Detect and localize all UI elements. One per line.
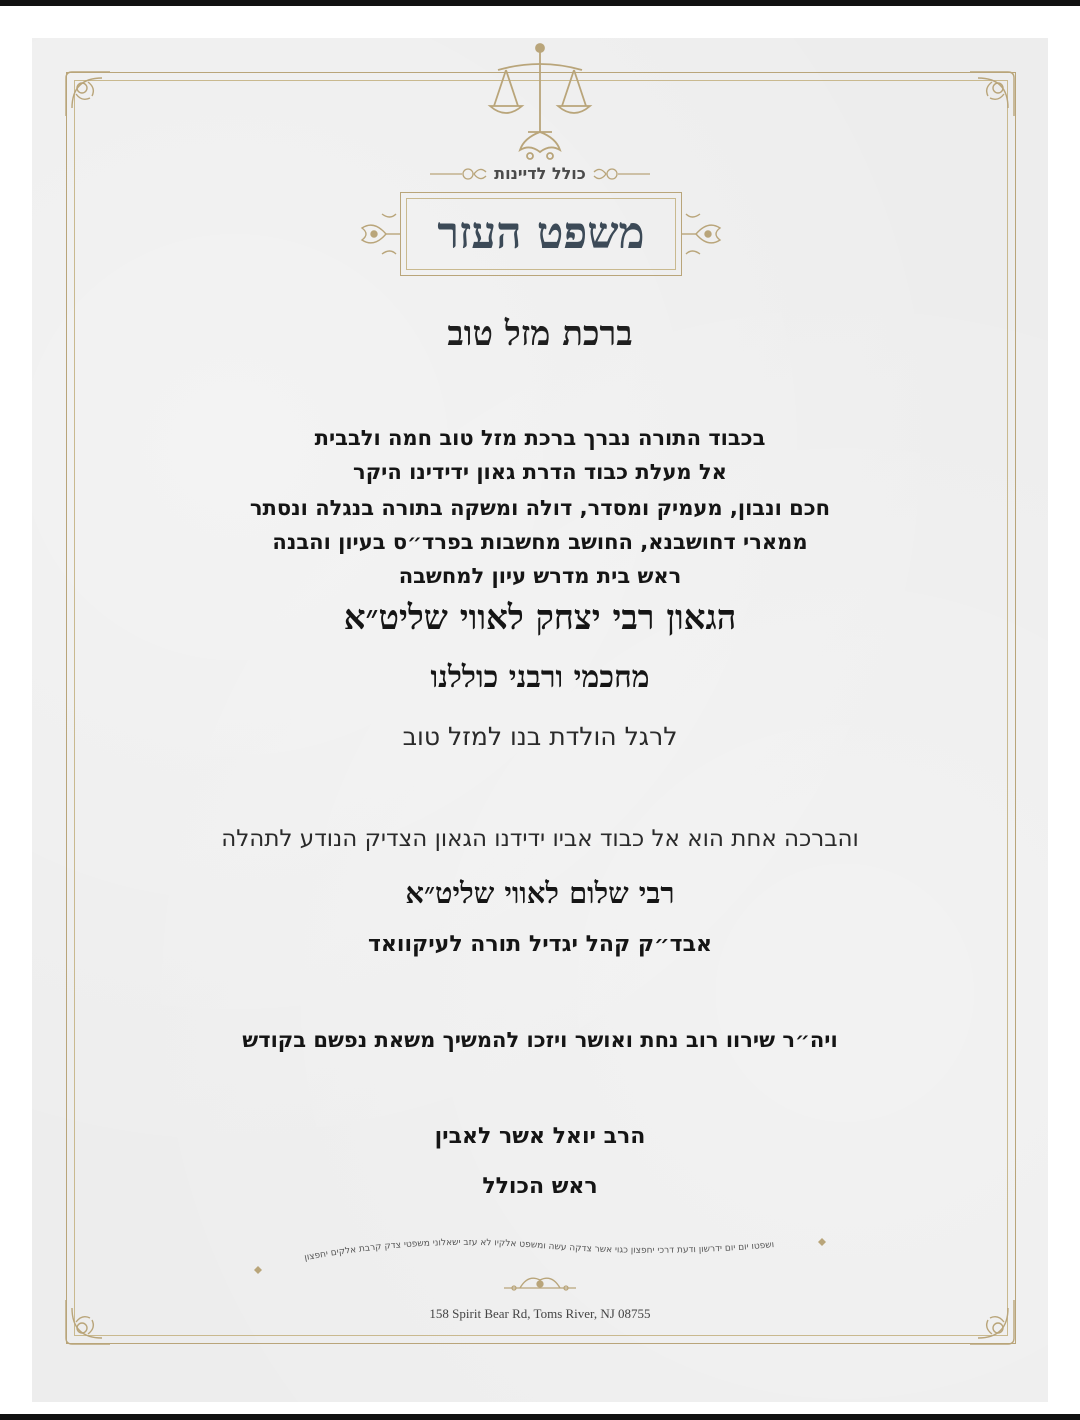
occasion-line: לרגל הולדת בנו למזל טוב <box>402 722 678 751</box>
body-line: אל מעלת כבוד הדרת גאון ידידינו היקר <box>353 460 727 484</box>
scroll-ornament-icon <box>592 164 652 184</box>
kollel-label: כולל לדיינות <box>494 164 586 183</box>
title-ornament-icon <box>682 206 726 262</box>
corner-flourish-icon <box>966 1296 1018 1348</box>
signatory-title: ראש הכולל <box>482 1174 598 1199</box>
title-ornament-icon <box>356 206 400 262</box>
scales-of-justice-icon <box>484 40 596 164</box>
bottom-ornament-icon <box>500 1270 580 1296</box>
father-title: אבד״ק קהל יגדיל תורה לעיקוואד <box>367 932 713 957</box>
screen-bottom-edge <box>0 1414 1080 1420</box>
address: 158 Spirit Bear Rd, Toms River, NJ 08755 <box>429 1306 651 1321</box>
body-line: ממארי דחושבנא, החושב מחשבות בפרד״ס בעיון והבנה <box>272 530 808 554</box>
footer-verse <box>250 1218 830 1310</box>
closing-wish: ויה״ר שירוו רוב נחת ואושר ויזכו להמשיך משאת נפשם בקודש <box>242 1028 838 1052</box>
body-line: חכם ונבון, מעמיק ומסדר, דולה ומשקה בתורה בנגלה ונסתר <box>249 496 831 520</box>
corner-flourish-icon <box>62 68 114 120</box>
honoree-name: הגאון רבי יצחק לאווי שליט״א <box>343 598 737 638</box>
second-blessing-line: והברכה אחת הוא אל כבוד אביו ידידנו הגאון הצדיק הנודע לתהלה <box>221 826 859 852</box>
letter-heading: ברכת מזל טוב <box>447 314 633 354</box>
footer-verse-text: ושפטו יום יום ידרשון ודעת דרכי יחפצון כגוי אשר צדקה עשה ומשפט אלקיו לא עזב ישאלוני משפטי צדק קרבת אלקים יחפצון <box>303 1237 775 1264</box>
svg-text:ושפטו יום יום ידרשון ודעת דרכי <box>304 1238 775 1263</box>
signatory-name: הרב יואל אשר לאבין <box>434 1124 646 1149</box>
institution-title: משפט העזר <box>437 208 645 259</box>
body-line: בכבוד התורה נברך ברכת מזל טוב חמה ולבבית <box>314 426 766 450</box>
corner-flourish-icon <box>62 1296 114 1348</box>
father-name: רבי שלום לאווי שליט״א <box>405 876 675 910</box>
corner-flourish-icon <box>966 68 1018 120</box>
body-line: ראש בית מדרש עיון למחשבה <box>398 564 682 588</box>
honoree-group: מחכמי ורבני כוללנו <box>430 660 650 695</box>
screen-top-edge <box>0 0 1080 6</box>
